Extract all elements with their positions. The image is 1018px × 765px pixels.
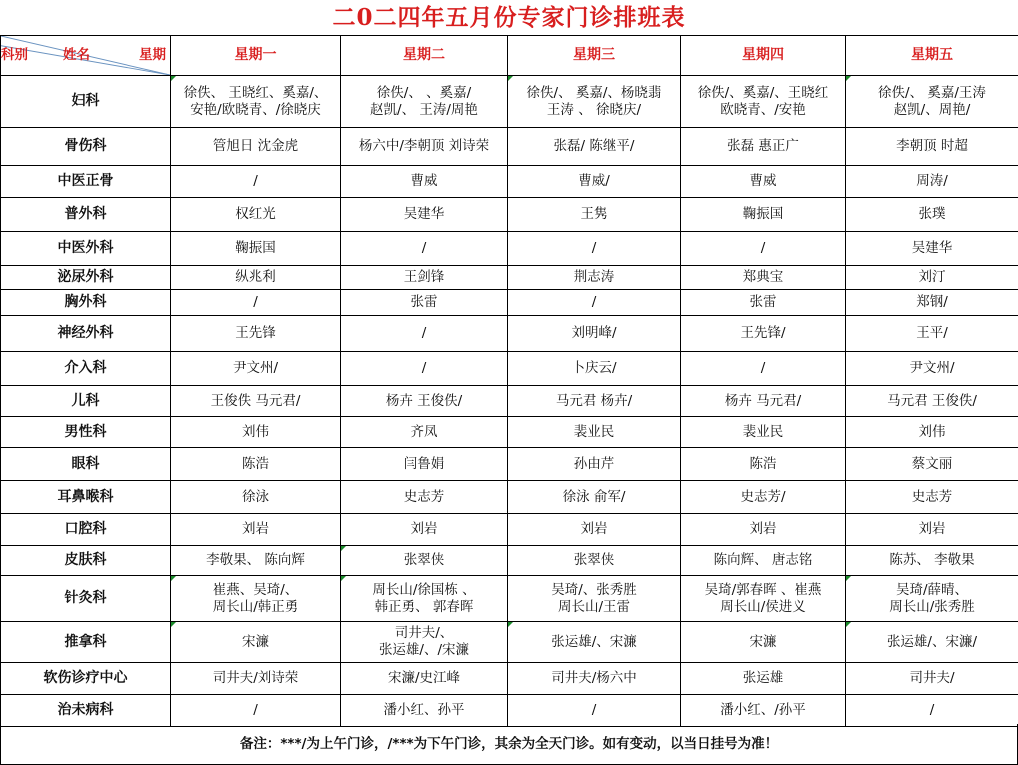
header-day: 星期一 (171, 36, 341, 76)
schedule-cell (341, 576, 508, 622)
table-row (1, 232, 1018, 266)
department-cell: 神经外科 (1, 316, 171, 352)
doctor-names: 周长山/韩正勇 (212, 598, 299, 615)
header-row (1, 36, 1018, 76)
schedule-cell (846, 290, 1018, 316)
schedule-cell (171, 663, 341, 695)
doctor-names: 吴琦/薛晴、 (895, 581, 969, 598)
department-cell: 针灸科 (1, 576, 171, 622)
doctor-names: 刘伟 (242, 423, 269, 440)
schedule-cell (508, 166, 681, 198)
department-cell: 儿科 (1, 386, 171, 417)
department-cell: 妇科 (1, 76, 171, 128)
schedule-cell (508, 417, 681, 448)
schedule-cell (508, 695, 681, 727)
doctor-names: / (253, 294, 258, 310)
schedule-cell (681, 232, 846, 266)
doctor-names: 纵兆利 (235, 269, 276, 285)
doctor-names: 王俊佚 马元君/ (210, 392, 301, 409)
schedule-cell (341, 695, 508, 727)
doctor-names: 马元君 王俊佚/ (887, 392, 977, 409)
schedule-cell (171, 232, 341, 266)
table-row (1, 622, 1018, 663)
schedule-cell (681, 352, 846, 386)
schedule-cell (508, 622, 681, 663)
department-cell: 介入科 (1, 352, 171, 386)
schedule-cell (846, 352, 1018, 386)
table-row (1, 663, 1018, 695)
department-cell: 耳鼻喉科 (1, 481, 171, 514)
schedule-cell (171, 417, 341, 448)
schedule-cell (846, 76, 1018, 128)
doctor-names: 陈浩 (749, 455, 777, 472)
schedule-cell (681, 546, 846, 576)
doctor-names: 徐泳 俞军/ (562, 488, 626, 505)
schedule-cell (681, 481, 846, 514)
doctor-names: 杨卉 王俊佚/ (385, 392, 463, 409)
schedule-cell (681, 622, 846, 663)
doctor-names: 曹威 (749, 173, 777, 189)
schedule-cell (846, 576, 1018, 622)
doctor-names: 张翠侠 (573, 552, 615, 568)
schedule-cell (171, 546, 341, 576)
doctor-names: 卜庆云/ (571, 360, 617, 376)
doctor-names: / (253, 702, 258, 718)
schedule-cell (508, 386, 681, 417)
doctor-names: 宋濂 (749, 633, 777, 650)
schedule-cell (846, 232, 1018, 266)
schedule-cell (171, 695, 341, 727)
schedule-cell (508, 352, 681, 386)
schedule-cell (846, 386, 1018, 417)
schedule-cell (846, 417, 1018, 448)
schedule-cell (508, 546, 681, 576)
schedule-cell (846, 695, 1018, 727)
department-cell: 软伤诊疗中心 (1, 663, 171, 695)
doctor-names: 潘小红、/孙平 (720, 702, 806, 718)
table-row (1, 695, 1018, 727)
schedule-cell (846, 663, 1018, 695)
table-row (1, 448, 1018, 481)
doctor-names: 张磊 惠正广 (727, 138, 799, 154)
doctor-names: 安艳/欧晓青、/徐晓庆 (190, 101, 321, 118)
doctor-names: 张雷 (749, 294, 777, 310)
department-cell: 泌尿外科 (1, 266, 171, 290)
doctor-names: 王涛 、 徐晓庆/ (546, 101, 642, 118)
header-name-label: 姓名 (63, 47, 90, 63)
doctor-names: 周长山/张秀胜 (889, 598, 975, 615)
doctor-names: 张运雄/、宋濂 (551, 633, 637, 650)
schedule-cell (846, 128, 1018, 166)
schedule-cell (508, 481, 681, 514)
schedule-cell (508, 663, 681, 695)
schedule-cell (681, 266, 846, 290)
doctor-names: 崔燕、吴琦/、 (212, 581, 299, 598)
schedule-cell (171, 622, 341, 663)
doctor-names: 史志芳/ (740, 488, 786, 505)
department-cell: 中医正骨 (1, 166, 171, 198)
schedule-cell (171, 266, 341, 290)
doctor-names: 司井夫/、 (394, 625, 454, 641)
doctor-names: 刘汀 (918, 269, 946, 285)
department-cell: 胸外科 (1, 290, 171, 316)
doctor-names: 李敬果、 陈向辉 (206, 552, 305, 568)
schedule-cell (171, 128, 341, 166)
schedule-cell (171, 352, 341, 386)
doctor-names: 张运雄 (742, 670, 784, 686)
doctor-names: 司井夫/杨六中 (551, 670, 637, 686)
doctor-names: 司井夫/刘诗荣 (212, 670, 299, 686)
doctor-names: 王剑锋 (403, 269, 445, 285)
doctor-names: 齐凤 (410, 423, 438, 440)
doctor-names: 李朝顶 时超 (896, 138, 968, 154)
doctor-names: 吴建华 (911, 240, 953, 256)
schedule-cell (171, 386, 341, 417)
doctor-names: 杨六中/李朝顶 刘诗荣 (358, 138, 490, 154)
header-day: 星期二 (341, 36, 508, 76)
doctor-names: 赵凯/、周艳/ (893, 101, 971, 118)
doctor-names: / (591, 240, 597, 256)
doctor-names: 尹文州/ (232, 360, 279, 376)
table-row (1, 576, 1018, 622)
schedule-cell (508, 198, 681, 232)
doctor-names: 杨卉 马元君/ (724, 392, 802, 409)
header-dept-label: 科别 (1, 47, 28, 63)
table-row (1, 166, 1018, 198)
schedule-cell (681, 166, 846, 198)
doctor-names: 鞠振国 (742, 206, 784, 222)
schedule-cell (508, 316, 681, 352)
table-row (1, 316, 1018, 352)
department-cell: 推拿科 (1, 622, 171, 663)
schedule-cell (508, 448, 681, 481)
schedule-cell (341, 316, 508, 352)
schedule-table (0, 35, 1018, 727)
doctor-names: 张运雄/、宋濂/ (886, 633, 978, 650)
schedule-cell (846, 198, 1018, 232)
department-cell: 普外科 (1, 198, 171, 232)
schedule-cell (341, 481, 508, 514)
department-cell: 治未病科 (1, 695, 171, 727)
table-row (1, 514, 1018, 546)
schedule-cell (681, 198, 846, 232)
doctor-names: 曹威 (410, 173, 438, 189)
page-title: 二0二四年五月份专家门诊排班表 (332, 4, 686, 31)
department-cell: 男性科 (1, 417, 171, 448)
doctor-names: 刘岩 (410, 521, 438, 537)
schedule-cell (341, 514, 508, 546)
doctor-names: 刘岩 (580, 521, 608, 537)
doctor-names: 欧晓青、/安艳 (720, 101, 806, 118)
doctor-names: 吴琦/、张秀胜 (551, 581, 637, 598)
footer-note: 备注：***/为上午门诊，/***为下午门诊，其余为全天门诊。如有变动，以当日挂号为准！ (0, 724, 1018, 765)
schedule-cell (341, 448, 508, 481)
doctor-names: 闫鲁娟 (403, 455, 445, 472)
schedule-cell (846, 448, 1018, 481)
doctor-names: / (929, 702, 935, 718)
schedule-cell (171, 198, 341, 232)
table-row (1, 481, 1018, 514)
schedule-cell (341, 198, 508, 232)
schedule-cell (681, 576, 846, 622)
schedule-cell (341, 663, 508, 695)
schedule-cell (508, 290, 681, 316)
department-cell: 眼科 (1, 448, 171, 481)
header-day: 星期三 (508, 36, 681, 76)
schedule-cell (341, 290, 508, 316)
doctor-names: 刘岩 (242, 521, 269, 537)
doctor-names: 徐泳 (242, 488, 269, 505)
doctor-names: 刘岩 (749, 521, 777, 537)
doctor-names: / (253, 173, 258, 189)
schedule-cell (681, 76, 846, 128)
schedule-cell (508, 514, 681, 546)
doctor-names: 曹威/ (578, 173, 610, 189)
schedule-cell (681, 386, 846, 417)
doctor-names: 权红光 (235, 206, 276, 222)
table-row (1, 386, 1018, 417)
schedule-cell (846, 546, 1018, 576)
schedule-cell (171, 166, 341, 198)
doctor-names: 陈苏、 李敬果 (889, 552, 975, 568)
doctor-names: 徐佚/、 奚嘉/、杨晓翡 (526, 84, 662, 101)
schedule-cell (341, 352, 508, 386)
doctor-names: / (591, 702, 597, 718)
schedule-cell (508, 576, 681, 622)
schedule-cell (171, 76, 341, 128)
schedule-cell (681, 514, 846, 546)
doctor-names: 刘明峰/ (571, 325, 617, 341)
schedule-cell (846, 316, 1018, 352)
doctor-names: 张璞 (918, 206, 946, 222)
schedule-cell (341, 622, 508, 663)
department-cell: 骨伤科 (1, 128, 171, 166)
doctor-names: 史志芳 (403, 488, 445, 505)
doctor-names: 徐佚、 王晓红、奚嘉/、 (183, 84, 328, 101)
schedule-cell (171, 448, 341, 481)
doctor-names: 张翠侠 (403, 552, 445, 568)
department-cell: 中医外科 (1, 232, 171, 266)
department-cell: 口腔科 (1, 514, 171, 546)
schedule-cell (508, 128, 681, 166)
doctor-names: 马元君 杨卉/ (555, 392, 633, 409)
doctor-names: 周长山/徐国栋 、 (372, 581, 476, 598)
schedule-cell (508, 266, 681, 290)
schedule-cell (681, 128, 846, 166)
doctor-names: 荆志涛 (573, 269, 615, 285)
table-row (1, 290, 1018, 316)
schedule-cell (341, 417, 508, 448)
schedule-cell (171, 576, 341, 622)
doctor-names: 宋濂 (242, 633, 269, 650)
schedule-cell (171, 514, 341, 546)
schedule-cell (681, 417, 846, 448)
doctor-names: 孙由芹 (573, 455, 615, 472)
doctor-names: 裴业民 (742, 423, 784, 440)
table-row (1, 128, 1018, 166)
schedule-cell (681, 663, 846, 695)
header-day: 星期五 (846, 36, 1018, 76)
doctor-names: 尹文州/ (909, 360, 955, 376)
schedule-cell (341, 76, 508, 128)
doctor-names: / (421, 325, 427, 341)
doctor-names: 赵凯/、 王涛/周艳 (370, 101, 478, 118)
doctor-names: / (421, 360, 427, 376)
header-day: 星期四 (681, 36, 846, 76)
doctor-names: 鞠振国 (235, 240, 276, 256)
schedule-cell (846, 514, 1018, 546)
schedule-cell (171, 316, 341, 352)
doctor-names: / (760, 360, 766, 376)
doctor-names: 王平/ (916, 325, 948, 341)
schedule-cell (681, 448, 846, 481)
table-row (1, 352, 1018, 386)
doctor-names: 周涛/ (916, 173, 948, 189)
header-day-label: 星期 (139, 47, 166, 63)
doctor-names: / (591, 294, 597, 310)
doctor-names: 裴业民 (573, 423, 615, 440)
doctor-names: 张雷 (410, 294, 438, 310)
table-row (1, 546, 1018, 576)
doctor-names: 徐佚/、奚嘉/、王晓红 (697, 84, 829, 101)
schedule-cell (171, 290, 341, 316)
doctor-names: 周长山/王雷 (557, 598, 631, 615)
header-corner (1, 36, 171, 76)
schedule-cell (846, 266, 1018, 290)
doctor-names: 司井夫/ (909, 670, 955, 686)
doctor-names: 韩正勇、 郭春晖 (374, 598, 474, 615)
schedule-cell (341, 128, 508, 166)
doctor-names: 王先锋/ (740, 325, 786, 341)
doctor-names: 张运雄/、/宋濂 (378, 642, 470, 658)
doctor-names: 周长山/侯进义 (720, 598, 806, 615)
doctor-names: 陈浩 (242, 455, 269, 472)
table-row (1, 198, 1018, 232)
schedule-cell (341, 546, 508, 576)
schedule-cell (846, 622, 1018, 663)
doctor-names: 郑典宝 (742, 269, 784, 285)
doctor-names: 王先锋 (235, 325, 276, 341)
doctor-names: 郑钢/ (916, 294, 948, 310)
doctor-names: 徐佚/、 奚嘉/王涛 (878, 84, 986, 101)
schedule-cell (341, 386, 508, 417)
doctor-names: 蔡文丽 (911, 455, 953, 472)
doctor-names: 宋濂/史江峰 (387, 670, 461, 686)
schedule-cell (508, 76, 681, 128)
doctor-names: 刘岩 (918, 521, 946, 537)
schedule-cell (681, 290, 846, 316)
schedule-cell (681, 695, 846, 727)
doctor-names: / (760, 240, 766, 256)
doctor-names: 陈向辉、 唐志铭 (713, 552, 813, 568)
schedule-cell (846, 481, 1018, 514)
table-row (1, 266, 1018, 290)
doctor-names: 徐佚/、 、奚嘉/ (376, 84, 472, 101)
doctor-names: 吴建华 (403, 206, 445, 222)
schedule-cell (171, 481, 341, 514)
schedule-cell (508, 232, 681, 266)
doctor-names: 王隽 (580, 206, 608, 222)
schedule-cell (341, 232, 508, 266)
doctor-names: / (421, 240, 427, 256)
schedule-cell (681, 316, 846, 352)
schedule-cell (846, 166, 1018, 198)
doctor-names: 管旭日 沈金虎 (212, 138, 299, 154)
department-cell: 皮肤科 (1, 546, 171, 576)
doctor-names: 史志芳 (911, 488, 953, 505)
doctor-names: 张磊/ 陈继平/ (553, 138, 635, 154)
table-row (1, 76, 1018, 128)
doctor-names: 吴琦/郭春晖 、崔燕 (704, 581, 822, 598)
schedule-cell (341, 266, 508, 290)
table-row (1, 417, 1018, 448)
schedule-body (1, 76, 1018, 727)
schedule-cell (341, 166, 508, 198)
doctor-names: 潘小红、孙平 (383, 702, 465, 718)
doctor-names: 刘伟 (918, 423, 946, 440)
